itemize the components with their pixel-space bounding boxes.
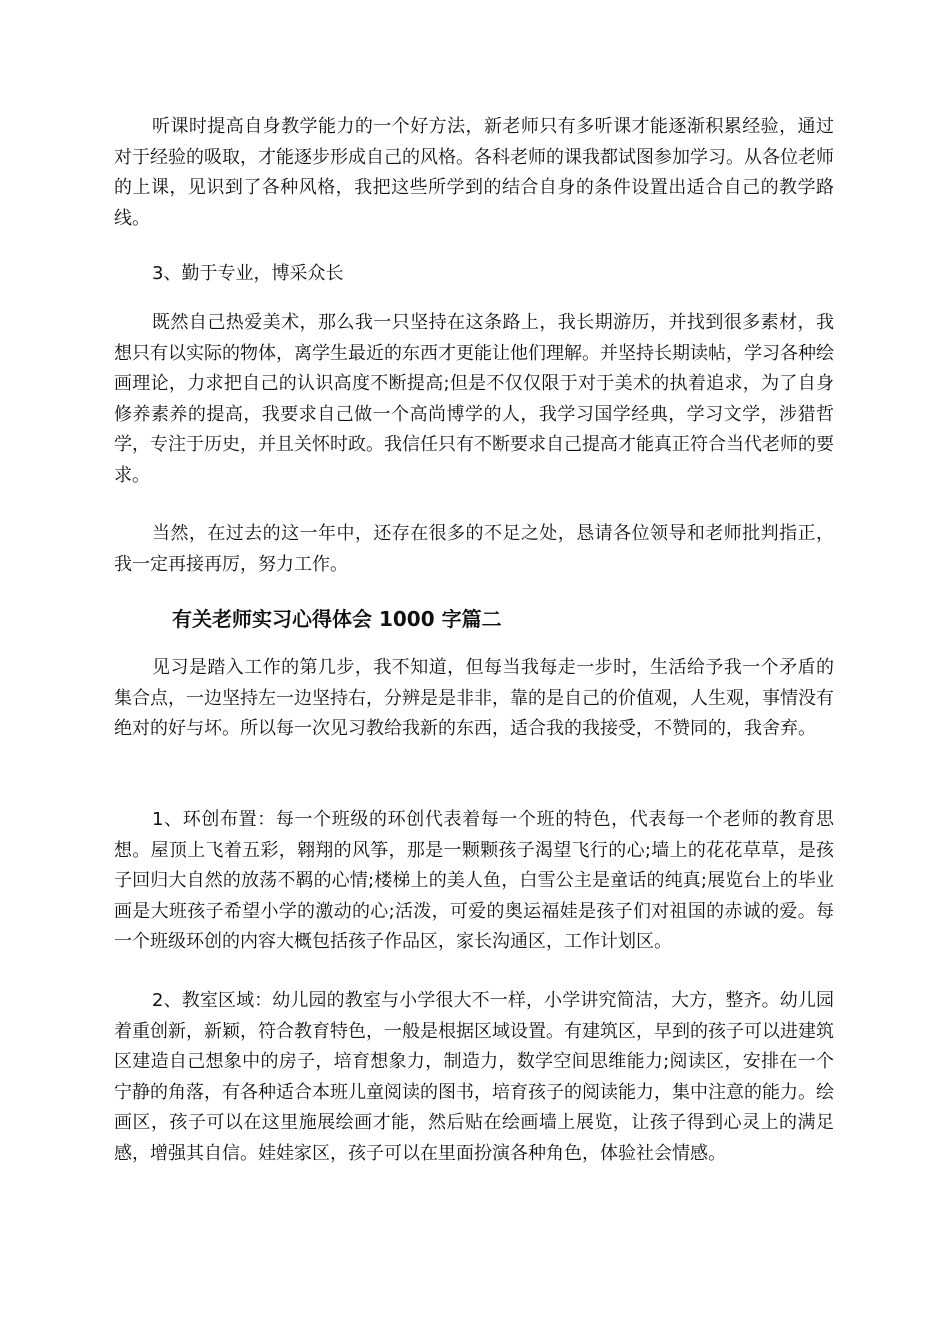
section-heading: 有关老师实习心得体会 1000 字篇二 <box>172 607 502 631</box>
paragraph-classroom-areas: 2、教室区域：幼儿园的教室与小学很大不一样，小学讲究简洁，大方，整齐。幼儿园着重创新，新颖，符合教育特色，一般是根据区域设置。有建筑区，早到的孩子可以进建筑区建造自己想象中的房子，培育想象力，制造力，数学空间思维能力;阅读区，安排在一个宁静的角落，有各种适合本班儿童阅读的图书，培育孩子的阅读能力，集中注意的能力。绘画区，孩子可以在这里施展绘画才能，然后贴在绘画墙上展览，让孩子得到心灵上的满足感，增强其自信。娃娃家区，孩子可以在里面扮演各种角色，体验社会情感。 <box>114 990 834 1164</box>
paragraph-environment-decoration: 1、环创布置：每一个班级的环创代表着每一个班的特色，代表每一个老师的教育思想。屋顶上飞着五彩，翱翔的风筝，那是一颗颗孩子渴望飞行的心;墙上的花花草草，是孩子回归大自然的放荡不羁的心情;楼梯上的美人鱼，白雪公主是童话的纯真;展览台上的毕业画是大班孩子希望小学的激动的心;活泼，可爱的奥运福娃是孩子们对祖国的赤诚的爱。每一个班级环创的内容大概包括孩子作品区，家长沟通区，工作计划区。 <box>114 809 834 952</box>
paragraph-internship-intro: 见习是踏入工作的第几步，我不知道，但每当我每走一步时，生活给予我一个矛盾的集合点，一边坚持左一边坚持右，分辨是是非非，靠的是自己的价值观，人生观，事情没有绝对的好与坏。所以每一次见习教给我新的东西，适合我的我接受，不赞同的，我舍弃。 <box>114 657 834 739</box>
paragraph-subheading-diligence: 3、勤于专业，博采众长 <box>152 263 344 284</box>
paragraph-art-passion: 既然自己热爱美术，那么我一只坚持在这条路上，我长期游历，并找到很多素材，我想只有以实际的物体，离学生最近的东西才更能让他们理解。并坚持长期读帖，学习各种绘画理论，力求把自己的认识高度不断提高;但是不仅仅限于对于美术的执着追求，为了自身修养素养的提高，我要求自己做一个高尚博学的人，我学习国学经典，学习文学，涉猎哲学，专注于历史，并且关怀时政。我信任只有不断要求自己提高才能真正符合当代老师的要求。 <box>114 312 834 486</box>
paragraph-shortcomings: 当然，在过去的这一年中，还存在很多的不足之处，恳请各位领导和老师批判指正，我一定再接再厉，努力工作。 <box>114 523 834 575</box>
paragraph-listening-lessons: 听课时提高自身教学能力的一个好方法，新老师只有多听课才能逐渐积累经验，通过对于经验的吸取，才能逐步形成自己的风格。各科老师的课我都试图参加学习。从各位老师的上课，见识到了各种风格，我把这些所学到的结合自身的条件设置出适合自己的教学路线。 <box>114 116 834 229</box>
